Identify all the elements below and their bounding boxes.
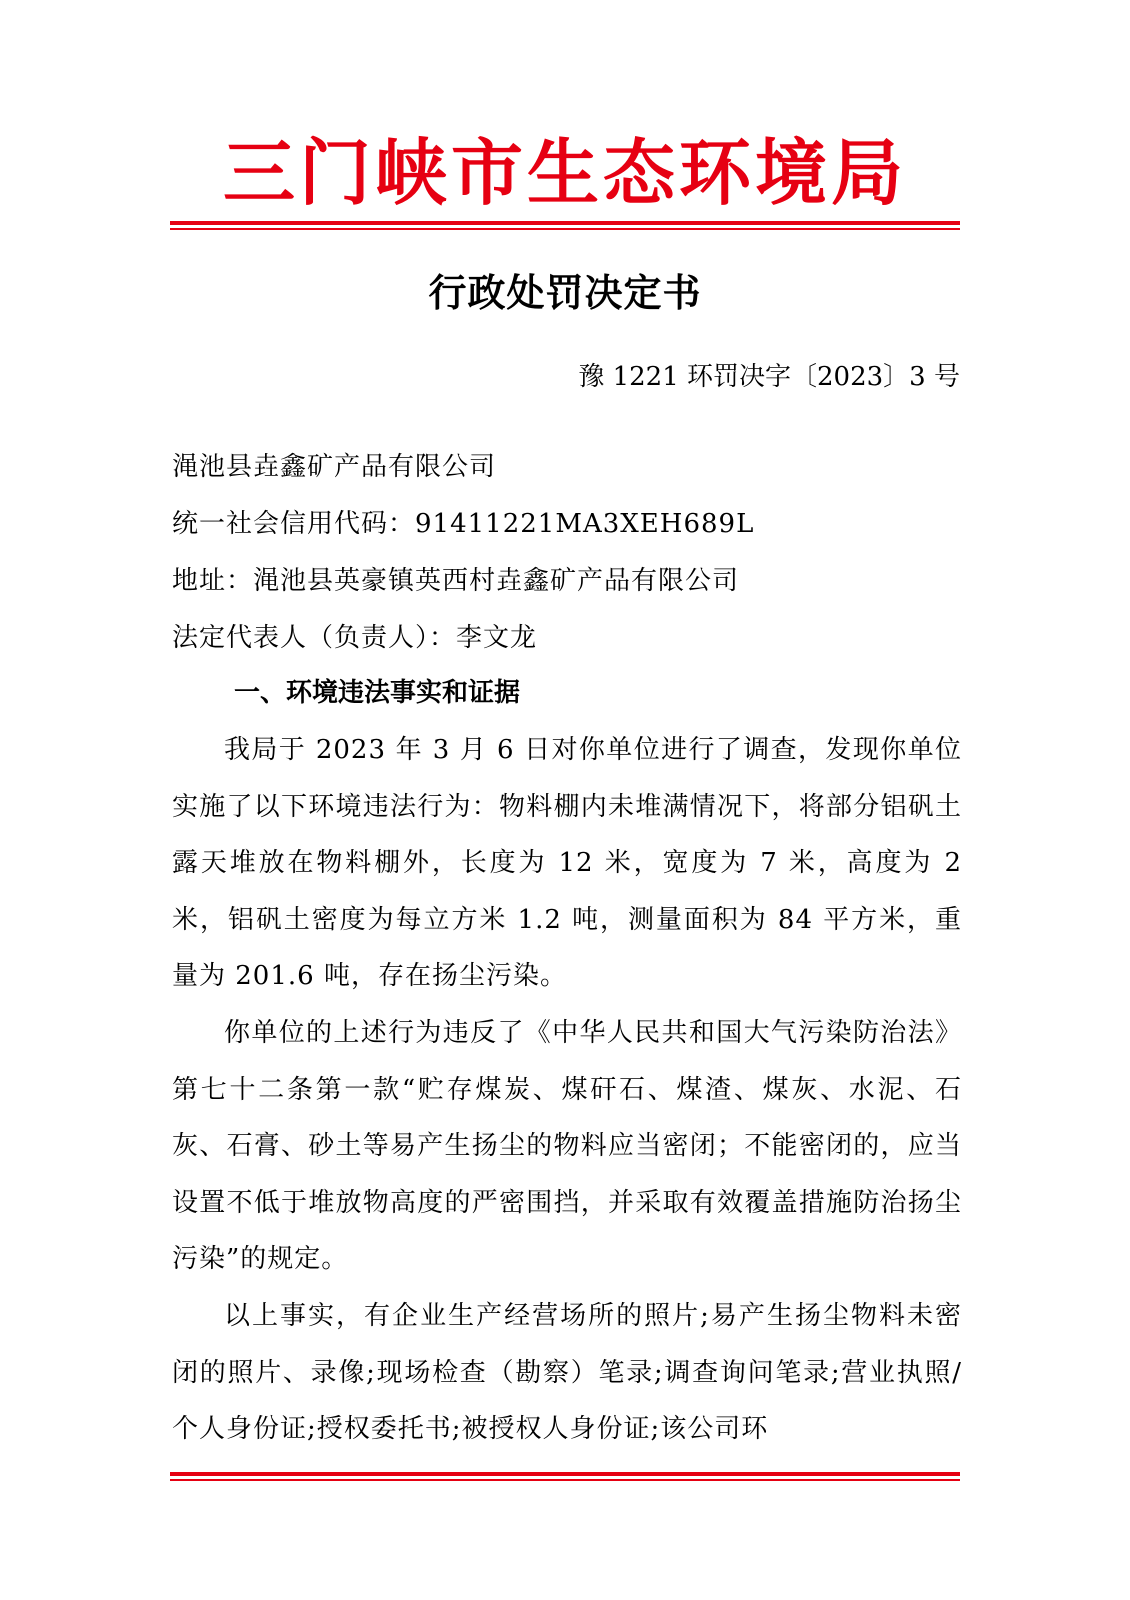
divider-thin-line — [170, 1479, 960, 1481]
paragraph-evidence: 以上事实，有企业生产经营场所的照片;易产生扬尘物料未密闭的照片、录像;现场检查（勘察）笔录;调查询问笔录;营业执照/个人身份证;授权委托书;被授权人身份证;该公司环 — [172, 1301, 962, 1444]
divider-thick-line — [170, 221, 960, 225]
divider-thin-line — [170, 228, 960, 230]
paragraph-facts: 我局于 2023 年 3 月 6 日对你单位进行了调查，发现你单位实施了以下环境违法行为：物料棚内未堆满情况下，将部分铝矾土露天堆放在物料棚外，长度为 12 米，宽度为 7 米，高度为 2 米，铝矾土密度为每立方米 1.2 吨，测量面积为 84 平方米，重量为 201.6 吨，存在扬尘污染。 — [172, 735, 962, 991]
footer-divider — [170, 1472, 960, 1481]
masthead-divider — [170, 221, 960, 230]
party-company: 渑池县垚鑫矿产品有限公司 — [172, 452, 497, 482]
document-title: 行政处罚决定书 — [428, 270, 702, 315]
divider-thick-line — [170, 1472, 960, 1476]
section-heading: 一、环境违法事实和证据 — [234, 678, 521, 708]
paragraph-violation: 你单位的上述行为违反了《中华人民共和国大气污染防治法》第七十二条第一款“贮存煤炭、煤矸石、煤渣、煤灰、水泥、石灰、石膏、砂土等易产生扬尘的物料应当密闭；不能密闭的，应当设置不低于堆放物高度的严密围挡，并采取有效覆盖措施防治扬尘污染”的规定。 — [172, 1018, 962, 1274]
party-representative: 法定代表人（负责人）：李文龙 — [172, 623, 538, 653]
masthead-title: 三门峡市生态环境局 — [222, 130, 907, 215]
party-credit-code: 统一社会信用代码：91411221MA3XEH689L — [172, 509, 755, 539]
party-address: 地址：渑池县英豪镇英西村垚鑫矿产品有限公司 — [172, 566, 740, 596]
document-number: 豫 1221 环罚决字〔2023〕3 号 — [578, 362, 960, 392]
